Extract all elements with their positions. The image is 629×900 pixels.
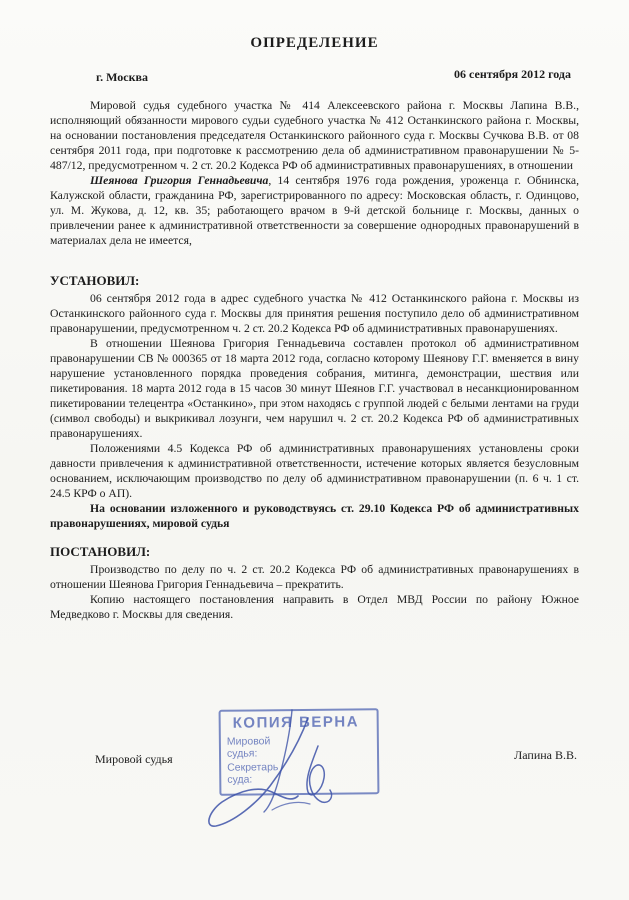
person-paragraph xyxy=(50,173,579,248)
stamp-line: Секретарь xyxy=(227,761,279,774)
basis-paragraph: На основании изложенного и руководствуясь ст. 29.10 Кодекса РФ об административных правонарушениях, мировой судья xyxy=(50,502,579,530)
person-details: , 14 сентября 1976 года рождения, уроженца г. Обнинска, Калужской области, гражданина РФ, зарегистрированного по адресу: Московская область, г. Одинцово, ул. М. Жукова, д. 12, кв. 35; работающего врачом в 9-й детской больнице г. Москвы, данных о привлечении ранее к административной ответственности за совершение однородных правонарушений в материалах дела не имеется, xyxy=(50,174,579,247)
city-label: г. Москва xyxy=(96,70,148,84)
document-date: 06 сентября 2012 года xyxy=(454,67,571,81)
stamp-line: Мировой xyxy=(226,735,271,748)
intro-paragraph: Мировой судья судебного участка № 414 Алексеевского района г. Москвы Лапина В.В., исполняющий обязанности мирового судьи судебного участка № 412 Останкинского района г. Москвы, на основании постановления председателя Останкинского районного суда г. Москвы Сучкова В.В. от 08 сентября 2011 года, при подготовке к рассмотрению дела об административном правонарушении № 5-487/12, предусмотренном ч. 2 ст. 20.2 Кодекса РФ об административных правонарушениях, в отношении xyxy=(50,99,579,172)
stamp-line: судья: xyxy=(226,747,258,760)
signature-title: Мировой судья xyxy=(95,752,173,766)
handwritten-signature xyxy=(200,700,360,840)
established-paragraph: В отношении Шеянова Григория Геннадьевича составлен протокол об административном правонарушении СВ № 000365 от 18 марта 2012 года, согласно которому Шеянову Г.Г. вменяется в вину нарушение установленного порядка проведения собрания, митинга, демонстрации, шествия или пикетирования. 18 марта 2012 года в 15 часов 30 минут Шеянов Г.Г. участвовал в несанкционированном пикетировании телецентра «Останкино», при этом находясь с группой людей с белыми лентами на груди (символ свободы) и выкрикивал лозунги, чем нарушил ч. 2 ст. 20.2 Кодекса РФ об административных правонарушениях. xyxy=(50,337,579,440)
established-paragraph: Положениями 4.5 Кодекса РФ об административных правонарушениях установлены сроки давности привлечения к административной ответственности, истечение которых является безусловным основанием, исключающим производство по делу об административном правонарушении (п. 6 ч. 1 ст. 24.5 КРФ о АП). xyxy=(50,442,579,500)
document-body xyxy=(50,98,579,622)
section-heading-resolved: ПОСТАНОВИЛ: xyxy=(50,544,151,559)
person-name: Шеянова Григория Геннадьевича xyxy=(90,174,269,187)
stamp-line: суда: xyxy=(227,773,253,786)
document-title: ОПРЕДЕЛЕНИЕ xyxy=(250,35,379,51)
signatory-name: Лапина В.В. xyxy=(514,748,577,762)
resolved-paragraph: Производство по делу по ч. 2 ст. 20.2 Кодекса РФ об административных правонарушениях в отношении Шеянова Григория Геннадьевича – прекратить. xyxy=(50,563,579,591)
stamp-title: КОПИЯ ВЕРНА xyxy=(232,713,360,732)
resolved-paragraph: Копию настоящего постановления направить в Отдел МВД России по району Южное Медведково г. Москвы для сведения. xyxy=(50,593,579,621)
established-paragraph: 06 сентября 2012 года в адрес судебного участка № 412 Останкинского района г. Москвы из Останкинского районного суда г. Москвы для принятия решения поступило дело об административном правонарушении, предусмотренном ч. 2 ст. 20.2 Кодекса РФ об административных правонарушениях. xyxy=(50,292,579,335)
section-heading-established: УСТАНОВИЛ: xyxy=(50,273,140,288)
